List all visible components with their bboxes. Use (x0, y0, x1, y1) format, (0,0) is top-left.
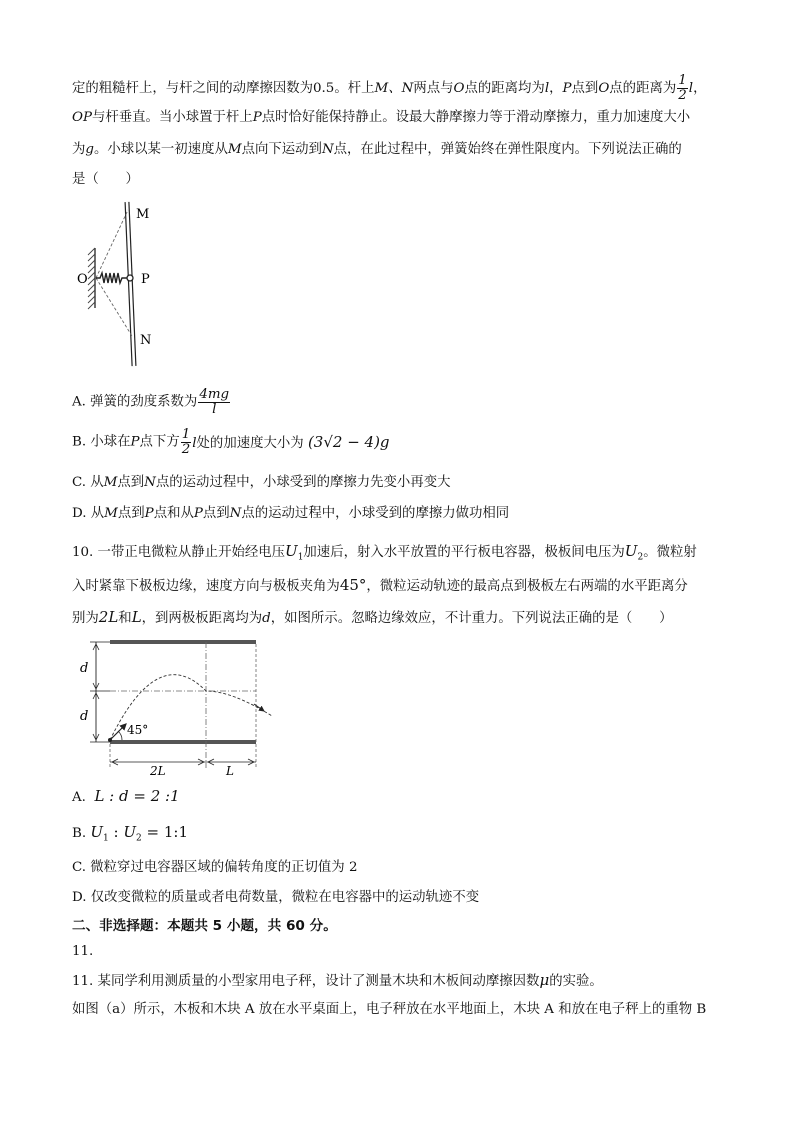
q11-number: 11. (72, 944, 94, 959)
fraction-half-b: $\frac{1}{2}$ (181, 427, 191, 457)
q9-line-3: 为g。小球以某一初速度从M点向下运动到N点，在此过程中，弹簧始终在弹性限度内。下列说法正确的 (72, 142, 682, 157)
q10-capacitor-figure (72, 636, 272, 776)
q9-option-b: B. 小球在P点下方 $\frac{1}{2}$ l处的加速度大小为 (3√2 − 4)g (72, 427, 390, 457)
q10-option-a: A. L : d = 2 :1 (72, 787, 180, 805)
q10-option-b: B. $U_1$ : $U_2$ = 1:1 (72, 823, 188, 844)
fraction-4mg-over-l: $\frac{4mg}{l}$ (199, 387, 230, 417)
label-N: N (140, 333, 152, 348)
label-P: P (141, 272, 150, 287)
label-L: L (226, 764, 234, 776)
q10-option-c: C. 微粒穿过电容器区域的偏转角度的正切值为 2 (72, 860, 358, 875)
q10-line-3: 别为2L和L，到两极板距离均为d，如图所示。忽略边缘效应，不计重力。下列说法正确的是（ ） (72, 608, 673, 626)
q11-line-1: 11. 某同学利用测质量的小型家用电子秤，设计了测量木块和木板间动摩擦因数μ的实验。 (72, 971, 603, 989)
q9-option-a: A. 弹簧的劲度系数为 $\frac{4mg}{l}$ (72, 387, 230, 417)
label-d-bottom: d (80, 709, 89, 724)
label-M: M (136, 207, 150, 222)
label-O: O (77, 272, 88, 287)
label-d-top: d (80, 661, 89, 676)
label-45deg: 45° (127, 723, 149, 737)
section-heading: 二、非选择题：本题共 5 小题，共 60 分。 (72, 918, 337, 934)
q9-line-1: 定的粗糙杆上，与杆之间的动摩擦因数为0.5。杆上M、N两点与O点的距离均为l，P点到O点的距离为 $\frac{1}{2}$ l， (72, 73, 707, 103)
q10-option-d: D. 仅改变微粒的质量或者电荷数量，微粒在电容器中的运动轨迹不变 (72, 890, 480, 905)
fraction-half: $\frac{1}{2}$ (678, 73, 687, 103)
q9-spring-rod-figure (72, 196, 182, 376)
q11-line-2: 如图（a）所示，木板和木块 A 放在水平桌面上，电子秤放在水平地面上，木块 A 和放在电子秤上的重物 B (72, 1002, 707, 1017)
q9-option-c: C. 从M点到N点的运动过程中，小球受到的摩擦力先变小再变大 (72, 475, 451, 490)
q9-line-4: 是（ ） (72, 172, 139, 187)
label-2L: 2L (150, 764, 166, 776)
q10-line-1: 10. 一带正电微粒从静止开始经电压$U_1$加速后，射入水平放置的平行板电容器，极板间电压为$U_2$。微粒射 (72, 542, 697, 563)
q9-option-d: D. 从M点到P点和从P点到N点的运动过程中，小球受到的摩擦力做功相同 (72, 506, 510, 521)
q10-line-2: 入时紧靠下极板边缘，速度方向与极板夹角为45°，微粒运动轨迹的最高点到极板左右两端的水平距离分 (72, 576, 688, 594)
q9-line-2: OP与杆垂直。当小球置于杆上P点时恰好能保持静止。设最大静摩擦力等于滑动摩擦力，重力加速度大小 (72, 110, 691, 125)
